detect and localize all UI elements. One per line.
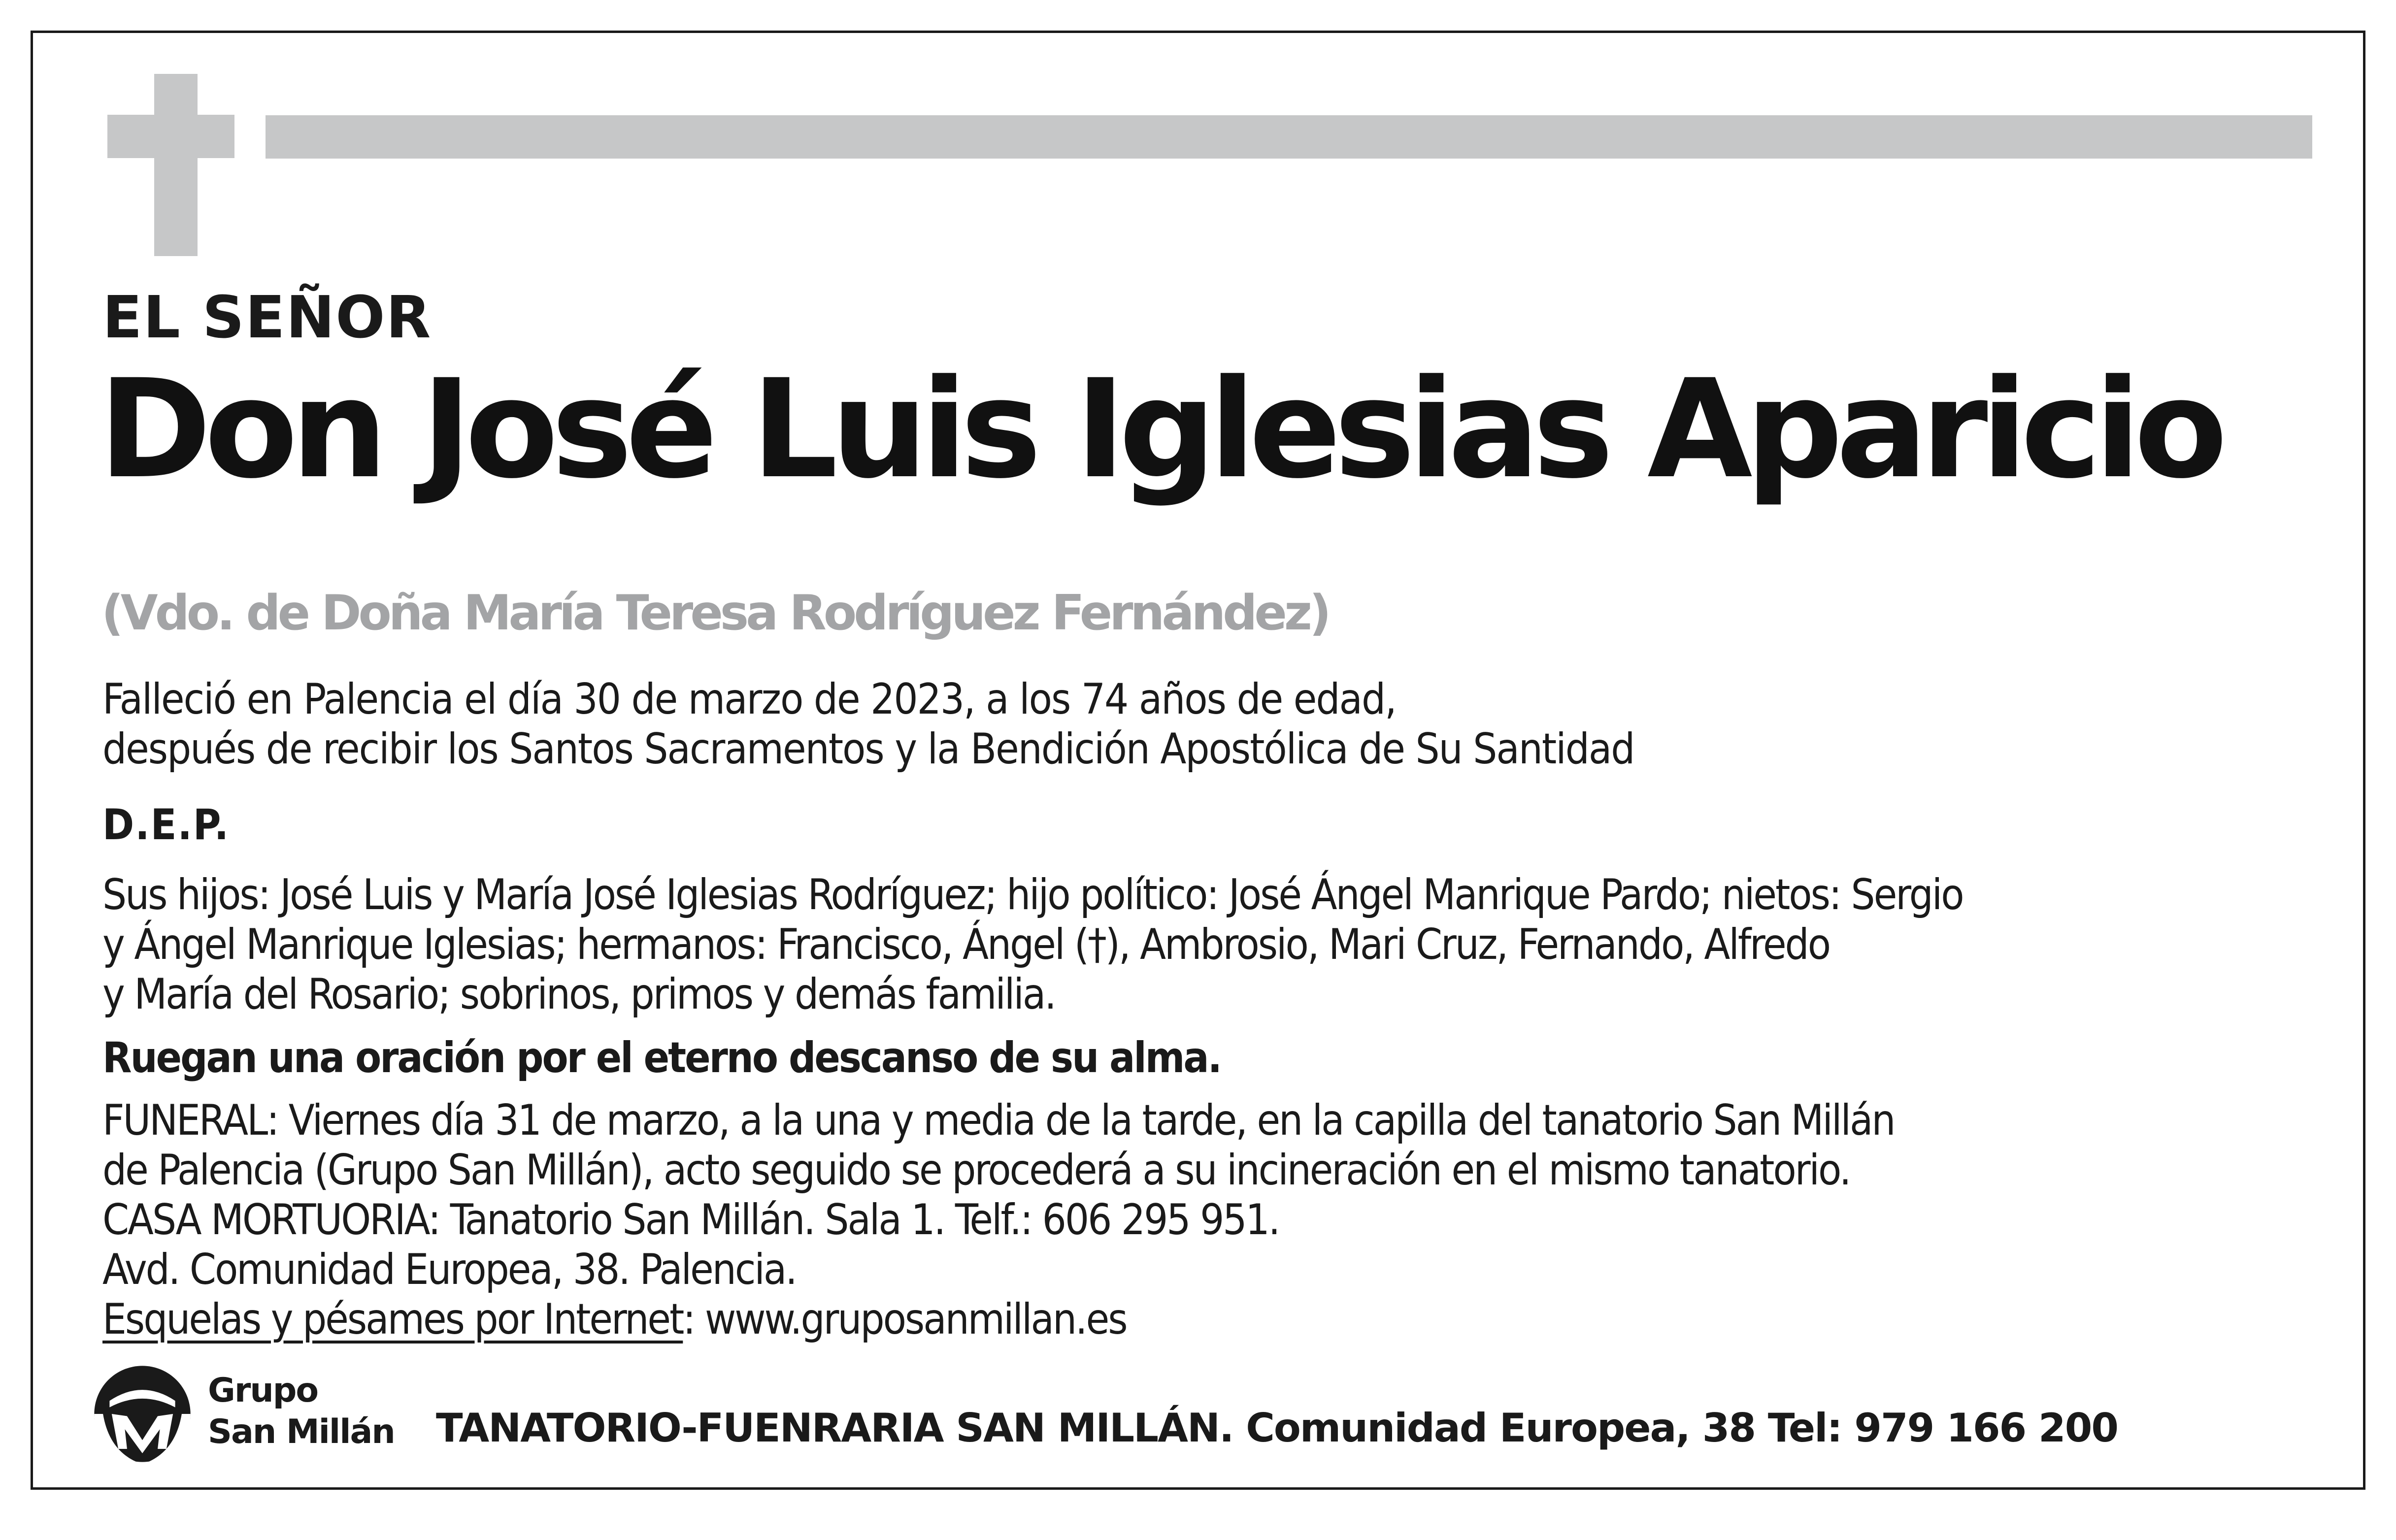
- family-list: [102, 870, 1963, 1019]
- deceased-name: Don José Luis Iglesias Aparicio: [99, 351, 2221, 509]
- family-line: y María del Rosario; sobrinos, primos y demás familia.: [102, 970, 1055, 1019]
- funeral-details: [102, 1096, 1894, 1344]
- footer-contact: TANATORIO-FUENRARIA SAN MILLÁN. Comunidad Europea, 38 Tel: 979 166 200: [436, 1405, 2118, 1451]
- internet-url[interactable]: : www.gruposanmillan.es: [683, 1295, 1127, 1344]
- logo-text: [208, 1370, 395, 1453]
- funeral-line: FUNERAL: Viernes día 31 de marzo, a la una y media de la tarde, en la capilla del tanatorio San Millán: [102, 1096, 1895, 1145]
- cross-icon: [154, 74, 198, 256]
- cross-icon-arm: [107, 115, 234, 158]
- grupo-san-millan-logo-icon: [88, 1359, 197, 1469]
- death-notice-line: Falleció en Palencia el día 30 de marzo de 2023, a los 74 años de edad,: [102, 675, 1396, 724]
- internet-line: [102, 1295, 1894, 1344]
- logo-line: Grupo: [208, 1371, 318, 1410]
- death-notice: [102, 675, 1634, 774]
- logo-line: San Millán: [208, 1412, 395, 1451]
- honorific: EL SEÑOR: [102, 283, 432, 351]
- dep-label: D.E.P.: [102, 800, 230, 850]
- funeral-line: Avd. Comunidad Europea, 38. Palencia.: [102, 1245, 796, 1294]
- funeral-line: de Palencia (Grupo San Millán), acto seguido se procederá a su incineración en el mismo tanatorio.: [102, 1146, 1850, 1195]
- family-line: y Ángel Manrique Iglesias; hermanos: Francisco, Ángel (†), Ambrosio, Mari Cruz, Fernando, Alfredo: [102, 920, 1830, 969]
- widow-note: (Vdo. de Doña María Teresa Rodríguez Fernández): [101, 585, 1329, 641]
- internet-link[interactable]: Esquelas y pésames por Internet: [102, 1295, 683, 1344]
- prayer-request: Ruegan una oración por el eterno descanso de su alma.: [102, 1033, 1221, 1082]
- family-line: Sus hijos: José Luis y María José Iglesias Rodríguez; hijo político: José Ángel Manrique Pardo; nietos: Sergio: [102, 870, 1963, 919]
- death-notice-line: después de recibir los Santos Sacramentos y la Bendición Apostólica de Su Santidad: [102, 724, 1634, 774]
- funeral-line: CASA MORTUORIA: Tanatorio San Millán. Sala 1. Telf.: 606 295 951.: [102, 1195, 1279, 1245]
- header-rule: [266, 115, 2312, 159]
